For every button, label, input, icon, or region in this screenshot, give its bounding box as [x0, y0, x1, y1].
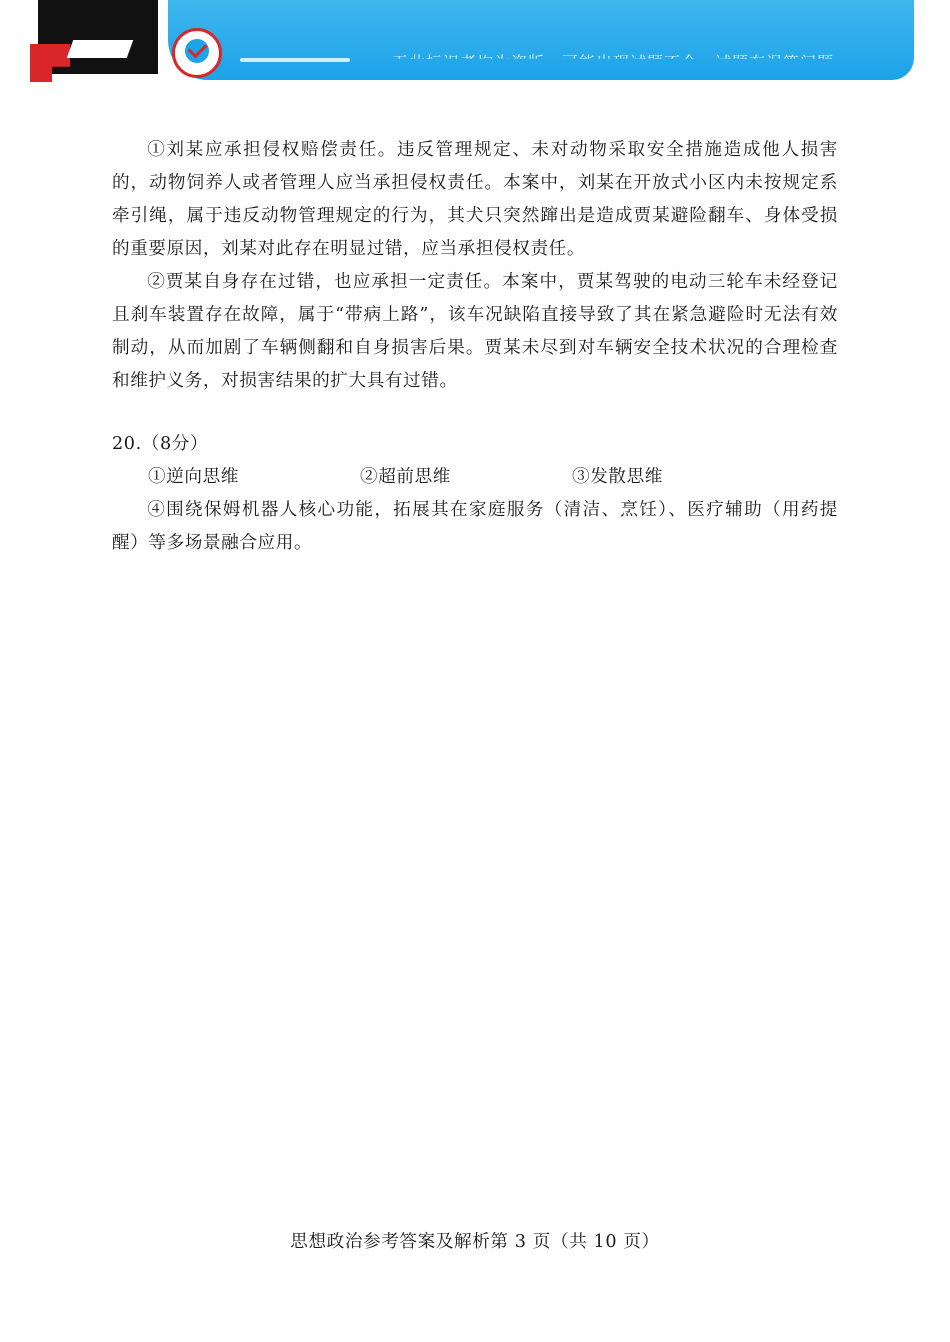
anti-piracy-banner [168, 0, 914, 80]
question-20-options [112, 461, 838, 494]
page-header [0, 0, 950, 86]
option-3: ③发散思维 [572, 467, 663, 487]
option-2: ②超前思维 [360, 467, 451, 487]
page-footer: 思想政治参考答案及解析第 3 页（共 10 页） [290, 1232, 660, 1252]
logo-white-stroke [67, 40, 134, 58]
question-20-answer-4: ④围绕保姆机器人核心功能，拓展其在家庭服务（清洁、烹饪）、医疗辅助（用药提醒）等多场景融合应用。 [112, 500, 838, 553]
answer-content [112, 134, 838, 560]
question-20-heading: 20.（8分） [112, 434, 209, 454]
answer-paragraph-1: ①刘某应承担侵权赔偿责任。违反管理规定、未对动物采取安全措施造成他人损害的，动物饲养人或者管理人应当承担侵权责任。本案中，刘某在开放式小区内未按规定系牵引绳，属于违反动物管理规定的行为，其犬只突然蹿出是造成贾某避险翻车、身体受损的重要原因，刘某对此存在明显过错，应当承担侵权责任。 [112, 140, 838, 259]
answer-paragraph-2: ②贾某自身存在过错，也应承担一定责任。本案中，贾某驾驶的电动三轮车未经登记且刹车装置存在故障，属于“带病上路”，该车况缺陷直接导致了其在紧急避险时无法有效制动，从而加剧了车辆侧翻和自身损害后果。贾某未尽到对车辆安全技术状况的合理检查和维护义务，对损害结果的扩大具有过错。 [112, 272, 838, 391]
verified-badge-icon [172, 28, 222, 78]
banner-divider [240, 58, 350, 62]
option-1: ①逆向思维 [148, 467, 239, 487]
